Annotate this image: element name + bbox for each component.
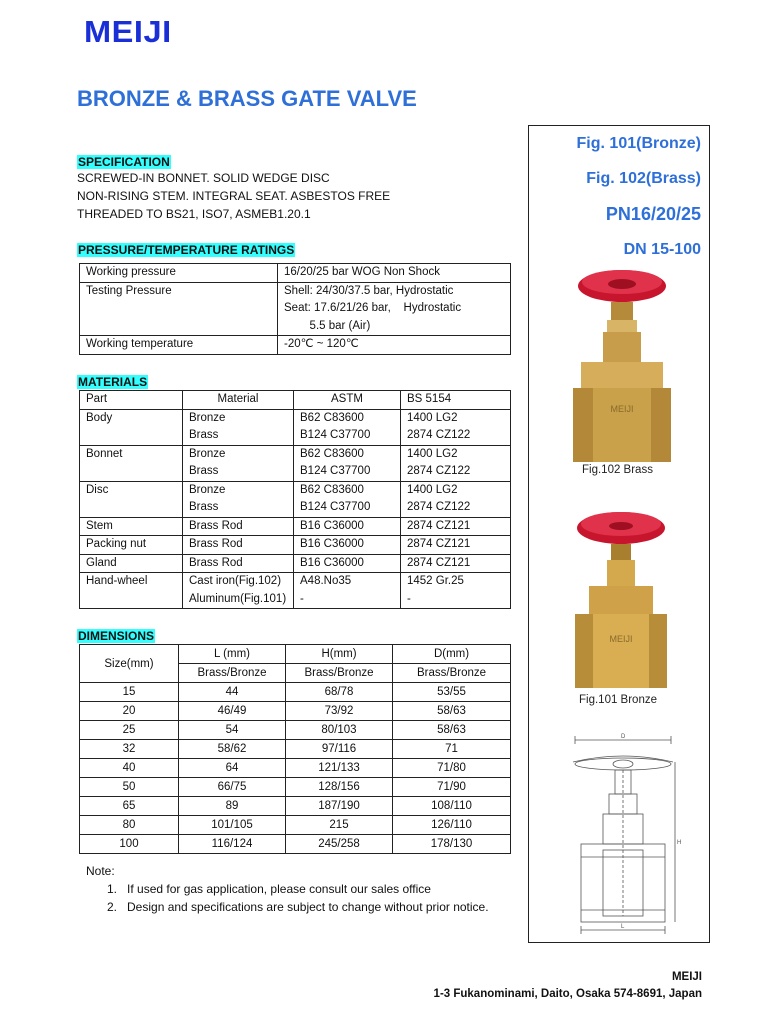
- column-header: H(mm): [286, 645, 393, 664]
- table-cell: 58/63: [393, 702, 511, 721]
- table-cell: Brass/Bronze: [179, 664, 286, 683]
- table-cell: 245/258: [286, 835, 393, 854]
- table-cell: A48.No35 -: [294, 573, 401, 609]
- table-cell: Disc: [80, 481, 183, 517]
- table-cell: 1400 LG2 2874 CZ122: [401, 409, 511, 445]
- column-header: D(mm): [393, 645, 511, 664]
- table-cell: 97/116: [286, 740, 393, 759]
- table-cell: Bronze Brass: [183, 409, 294, 445]
- brass-valve-photo: [567, 264, 677, 462]
- spec-line: NON-RISING STEM. INTEGRAL SEAT. ASBESTOS FREE: [77, 189, 391, 203]
- table-cell: 126/110: [393, 816, 511, 835]
- fig-101-label: Fig. 101(Bronze): [576, 135, 701, 152]
- table-cell: Bronze Brass: [183, 445, 294, 481]
- table-cell: Bonnet: [80, 445, 183, 481]
- note-item: 1. If used for gas application, please consult our sales office: [107, 882, 431, 896]
- table-row: [80, 573, 511, 609]
- table-cell: B62 C83600 B124 C37700: [294, 445, 401, 481]
- fig-101-caption: Fig.101 Bronze: [579, 694, 657, 706]
- column-header: Size(mm): [80, 645, 179, 683]
- dimensions-heading: DIMENSIONS: [78, 629, 155, 643]
- table-row: [80, 481, 511, 517]
- table-cell: Brass Rod: [183, 554, 294, 573]
- table-cell: Brass Rod: [183, 536, 294, 555]
- ratings-heading: PRESSURE/TEMPERATURE RATINGS: [78, 243, 295, 257]
- table-cell: 71: [393, 740, 511, 759]
- table-cell: B62 C83600 B124 C37700: [294, 409, 401, 445]
- fig-102-caption: Fig.102 Brass: [582, 464, 653, 476]
- table-cell: 58/62: [179, 740, 286, 759]
- valve-technical-drawing: [563, 732, 683, 937]
- footer-address: 1-3 Fukanominami, Daito, Osaka 574-8691, Japan: [433, 988, 702, 1000]
- table-row: [80, 759, 511, 778]
- table-cell: Brass/Bronze: [286, 664, 393, 683]
- table-row: [80, 336, 511, 355]
- rating-value: Shell: 24/30/37.5 bar, Hydrostatic Seat: 17.6/21/26 bar, Hydrostatic 5.5 bar (Air): [278, 282, 511, 336]
- table-cell: Cast iron(Fig.102) Aluminum(Fig.101): [183, 573, 294, 609]
- dimension-label-h: H: [677, 840, 682, 846]
- column-header: Material: [183, 391, 294, 410]
- rating-value: -20℃ ~ 120℃: [278, 336, 511, 355]
- table-row: [80, 816, 511, 835]
- table-cell: 1400 LG2 2874 CZ122: [401, 445, 511, 481]
- table-row: [80, 740, 511, 759]
- table-cell: Body: [80, 409, 183, 445]
- footer-company: MEIJI: [671, 971, 702, 983]
- table-row: [80, 721, 511, 740]
- rating-value: 16/20/25 bar WOG Non Shock: [278, 264, 511, 283]
- table-row: [80, 517, 511, 536]
- table-cell: 66/75: [179, 778, 286, 797]
- materials-heading: MATERIALS: [78, 375, 148, 389]
- table-cell: 80/103: [286, 721, 393, 740]
- table-cell: B16 C36000: [294, 536, 401, 555]
- table-cell: 2874 CZ121: [401, 517, 511, 536]
- table-row: [80, 264, 511, 283]
- table-row: [80, 778, 511, 797]
- table-cell: Packing nut: [80, 536, 183, 555]
- bronze-valve-photo: [571, 508, 671, 692]
- table-cell: 101/105: [179, 816, 286, 835]
- valve-marking: MEIJI: [610, 404, 634, 414]
- dimensions-table: [79, 644, 511, 854]
- table-row: [80, 702, 511, 721]
- column-header: Part: [80, 391, 183, 410]
- table-cell: 116/124: [179, 835, 286, 854]
- dimension-label-d: D: [621, 734, 626, 740]
- column-header: ASTM: [294, 391, 401, 410]
- table-cell: Stem: [80, 517, 183, 536]
- table-cell: B62 C83600 B124 C37700: [294, 481, 401, 517]
- table-row: [80, 683, 511, 702]
- table-cell: 20: [80, 702, 179, 721]
- table-row: [80, 797, 511, 816]
- column-header: BS 5154: [401, 391, 511, 410]
- fig-102-label: Fig. 102(Brass): [586, 170, 701, 187]
- column-header: L (mm): [179, 645, 286, 664]
- table-cell: 1452 Gr.25 -: [401, 573, 511, 609]
- table-row: [80, 282, 511, 336]
- rating-label: Working temperature: [80, 336, 278, 355]
- table-cell: 44: [179, 683, 286, 702]
- table-cell: 2874 CZ121: [401, 536, 511, 555]
- specification-heading: SPECIFICATION: [78, 155, 170, 169]
- table-cell: 65: [80, 797, 179, 816]
- note-heading: Note:: [86, 864, 115, 878]
- table-cell: 80: [80, 816, 179, 835]
- table-cell: 68/78: [286, 683, 393, 702]
- valve-marking: MEIJI: [609, 634, 633, 644]
- page-title: BRONZE & BRASS GATE VALVE: [77, 86, 417, 111]
- table-cell: B16 C36000: [294, 554, 401, 573]
- note-item: 2. Design and specifications are subject to change without prior notice.: [107, 900, 489, 914]
- table-cell: 128/156: [286, 778, 393, 797]
- table-cell: 73/92: [286, 702, 393, 721]
- table-cell: Brass Rod: [183, 517, 294, 536]
- table-row: [80, 835, 511, 854]
- table-cell: 71/80: [393, 759, 511, 778]
- table-row: [80, 554, 511, 573]
- spec-line: THREADED TO BS21, ISO7, ASMEB1.20.1: [77, 207, 311, 221]
- table-cell: 53/55: [393, 683, 511, 702]
- table-header-row: [80, 391, 511, 410]
- table-cell: Bronze Brass: [183, 481, 294, 517]
- rating-label: Testing Pressure: [80, 282, 278, 336]
- table-cell: 25: [80, 721, 179, 740]
- table-cell: 71/90: [393, 778, 511, 797]
- table-cell: Hand-wheel: [80, 573, 183, 609]
- table-cell: 46/49: [179, 702, 286, 721]
- table-cell: 15: [80, 683, 179, 702]
- table-cell: 100: [80, 835, 179, 854]
- table-cell: 89: [179, 797, 286, 816]
- table-cell: 1400 LG2 2874 CZ122: [401, 481, 511, 517]
- table-cell: B16 C36000: [294, 517, 401, 536]
- spec-line: SCREWED-IN BONNET. SOLID WEDGE DISC: [77, 171, 330, 185]
- table-cell: 121/133: [286, 759, 393, 778]
- table-cell: 32: [80, 740, 179, 759]
- table-cell: 187/190: [286, 797, 393, 816]
- size-range: DN 15-100: [623, 241, 701, 258]
- table-cell: 50: [80, 778, 179, 797]
- materials-table: [79, 390, 511, 609]
- table-cell: 108/110: [393, 797, 511, 816]
- table-header-row: [80, 645, 511, 664]
- rating-label: Working pressure: [80, 264, 278, 283]
- dimension-label-l: L: [621, 924, 625, 930]
- table-cell: 215: [286, 816, 393, 835]
- table-cell: 178/130: [393, 835, 511, 854]
- pressure-rating: PN16/20/25: [605, 204, 701, 224]
- table-cell: Gland: [80, 554, 183, 573]
- product-panel: [528, 125, 710, 943]
- table-cell: 64: [179, 759, 286, 778]
- table-cell: 2874 CZ121: [401, 554, 511, 573]
- table-cell: 54: [179, 721, 286, 740]
- table-row: [80, 409, 511, 445]
- brand-logo: MEIJI: [84, 14, 172, 49]
- table-cell: Brass/Bronze: [393, 664, 511, 683]
- table-cell: 58/63: [393, 721, 511, 740]
- ratings-table: [79, 263, 511, 355]
- table-row: [80, 445, 511, 481]
- table-row: [80, 536, 511, 555]
- table-cell: 40: [80, 759, 179, 778]
